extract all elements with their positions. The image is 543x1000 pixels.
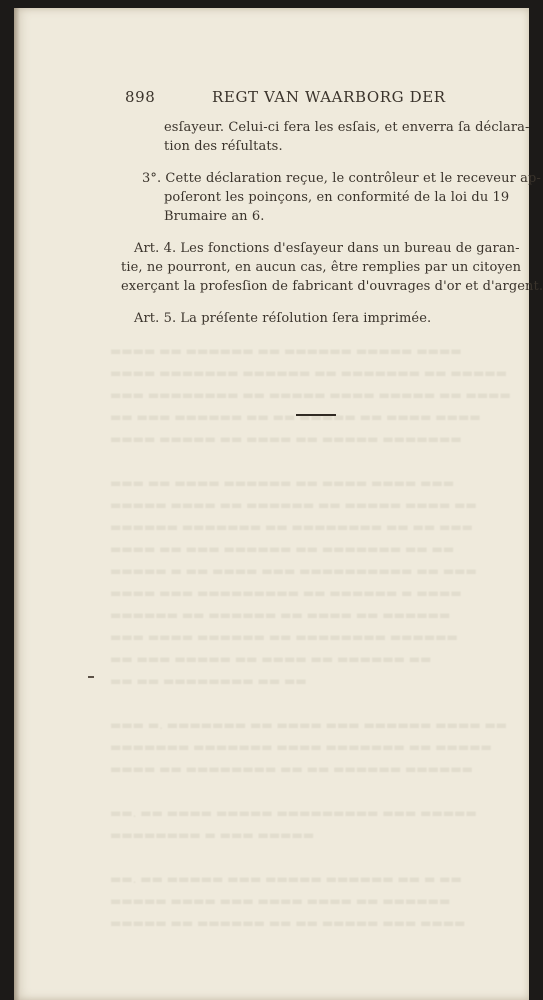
text-line: Art. 4. Les fonctions d'esſayeur dans un bureau de garan- <box>134 241 520 256</box>
text-line: 3°. Cette déclaration reçue, le contrôleur et le receveur ap- <box>142 171 541 186</box>
text-line: exerçant la profesſion de fabricant d'ouvrages d'or et d'argent. <box>121 279 543 294</box>
text-line: Brumaire an 6. <box>164 209 265 224</box>
ink-speck <box>88 676 94 678</box>
text-line: tie, ne pourront, en aucun cas, être remplies par un citoyen <box>121 260 522 275</box>
text-line: poſeront les poinçons, en conformité de la loi du 19 <box>164 190 510 205</box>
text-line: esſayeur. Celui-ci fera les esſais, et enverra ſa déclara- <box>164 120 530 135</box>
running-title: REGT VAN WAARBORG DER <box>212 88 446 106</box>
text-line: Art. 5. La préſente réſolution ſera imprimée. <box>134 311 432 326</box>
page-gutter-shadow <box>14 8 20 1000</box>
page-number: 898 <box>125 88 156 106</box>
text-line: tion des réſultats. <box>164 139 283 154</box>
show-through-texture: ▬▬▬▬ ▬▬ ▬▬▬▬▬▬ ▬▬ ▬▬▬▬▬▬ ▬▬▬▬▬ ▬▬▬▬ ▬▬▬▬ ▬▬▬▬▬▬▬ ▬▬▬▬▬▬ ▬▬ ▬▬▬▬▬▬▬ ▬▬ ▬▬▬▬▬ ▬▬▬ ▬▬▬▬▬▬▬▬ ▬▬ ▬▬▬▬▬ ▬▬▬▬ ▬▬▬▬▬ ▬▬ ▬▬▬▬ ▬▬ ▬▬▬ ▬▬▬▬▬▬ ▬▬ ▬▬ ▬▬▬▬▬ ▬▬ ▬▬▬▬ ▬▬▬▬ ▬▬▬▬ ▬▬▬▬▬ ▬▬ ▬▬▬▬ ▬▬ ▬▬▬▬▬ ▬▬▬▬▬▬▬ ▬▬▬ ▬▬ ▬▬▬▬ ▬▬▬▬▬▬ ▬▬ ▬▬▬▬ ▬▬▬▬ ▬▬▬ ▬▬▬▬▬ ▬▬▬▬ ▬▬ ▬▬▬▬▬▬ ▬▬ ▬▬▬▬▬ ▬▬▬▬ ▬▬ ▬▬▬▬▬▬ ▬▬▬▬▬▬▬ ▬▬ ▬▬▬▬▬▬▬▬ ▬▬ ▬▬ ▬▬▬ ▬▬▬▬ ▬▬ ▬▬▬ ▬▬▬▬▬▬ ▬▬ ▬▬▬▬▬▬▬ ▬▬ ▬▬ ▬▬▬▬▬ ▬ ▬▬ ▬▬▬▬ ▬▬▬ ▬▬▬▬▬▬▬▬▬▬ ▬▬ ▬▬▬ ▬▬▬▬ ▬▬▬ ▬▬▬▬▬▬▬▬▬ ▬▬ ▬▬▬▬▬▬ ▬ ▬▬▬▬ ▬▬▬▬▬▬ ▬▬ ▬▬▬▬▬▬ ▬▬ ▬▬▬▬ ▬▬ ▬▬▬▬▬▬ ▬▬▬ ▬▬▬▬ ▬▬▬▬▬▬ ▬▬ ▬▬▬▬▬▬▬▬ ▬▬▬▬▬▬ ▬▬ ▬▬▬ ▬▬▬▬▬ ▬▬ ▬▬▬▬ ▬▬ ▬▬▬▬▬▬ ▬▬ ▬▬ ▬▬ ▬▬▬▬▬▬▬▬ ▬▬ ▬▬ ▬▬▬ ▬. ▬▬▬▬▬▬▬ ▬▬ ▬▬▬▬ ▬▬▬ ▬▬▬▬▬▬ ▬▬▬▬ ▬▬ ▬▬▬▬▬▬▬ ▬▬▬▬▬▬▬ ▬▬▬▬ ▬▬▬▬▬▬▬ ▬▬ ▬▬▬▬▬ ▬▬▬▬ ▬▬ ▬▬▬▬▬▬▬▬ ▬▬ ▬▬ ▬▬▬▬▬▬ ▬▬▬▬▬▬ ▬▬. ▬▬ ▬▬▬▬ ▬▬▬▬▬ ▬▬▬▬▬▬▬▬▬ ▬▬▬ ▬▬▬▬▬ ▬▬▬▬▬▬▬▬ ▬ ▬▬▬ ▬▬▬▬▬ ▬▬. ▬▬ ▬▬▬▬▬ ▬▬▬ ▬▬▬▬▬ ▬▬▬▬▬▬ ▬▬ ▬ ▬▬ ▬▬▬▬▬ ▬▬▬▬ ▬▬▬ ▬▬▬▬ ▬▬▬▬ ▬▬ ▬▬▬▬▬▬ ▬▬▬▬▬ ▬▬ ▬▬▬▬▬▬ ▬▬ ▬▬ ▬▬▬▬▬ ▬▬▬ ▬▬▬▬ <box>110 344 511 930</box>
